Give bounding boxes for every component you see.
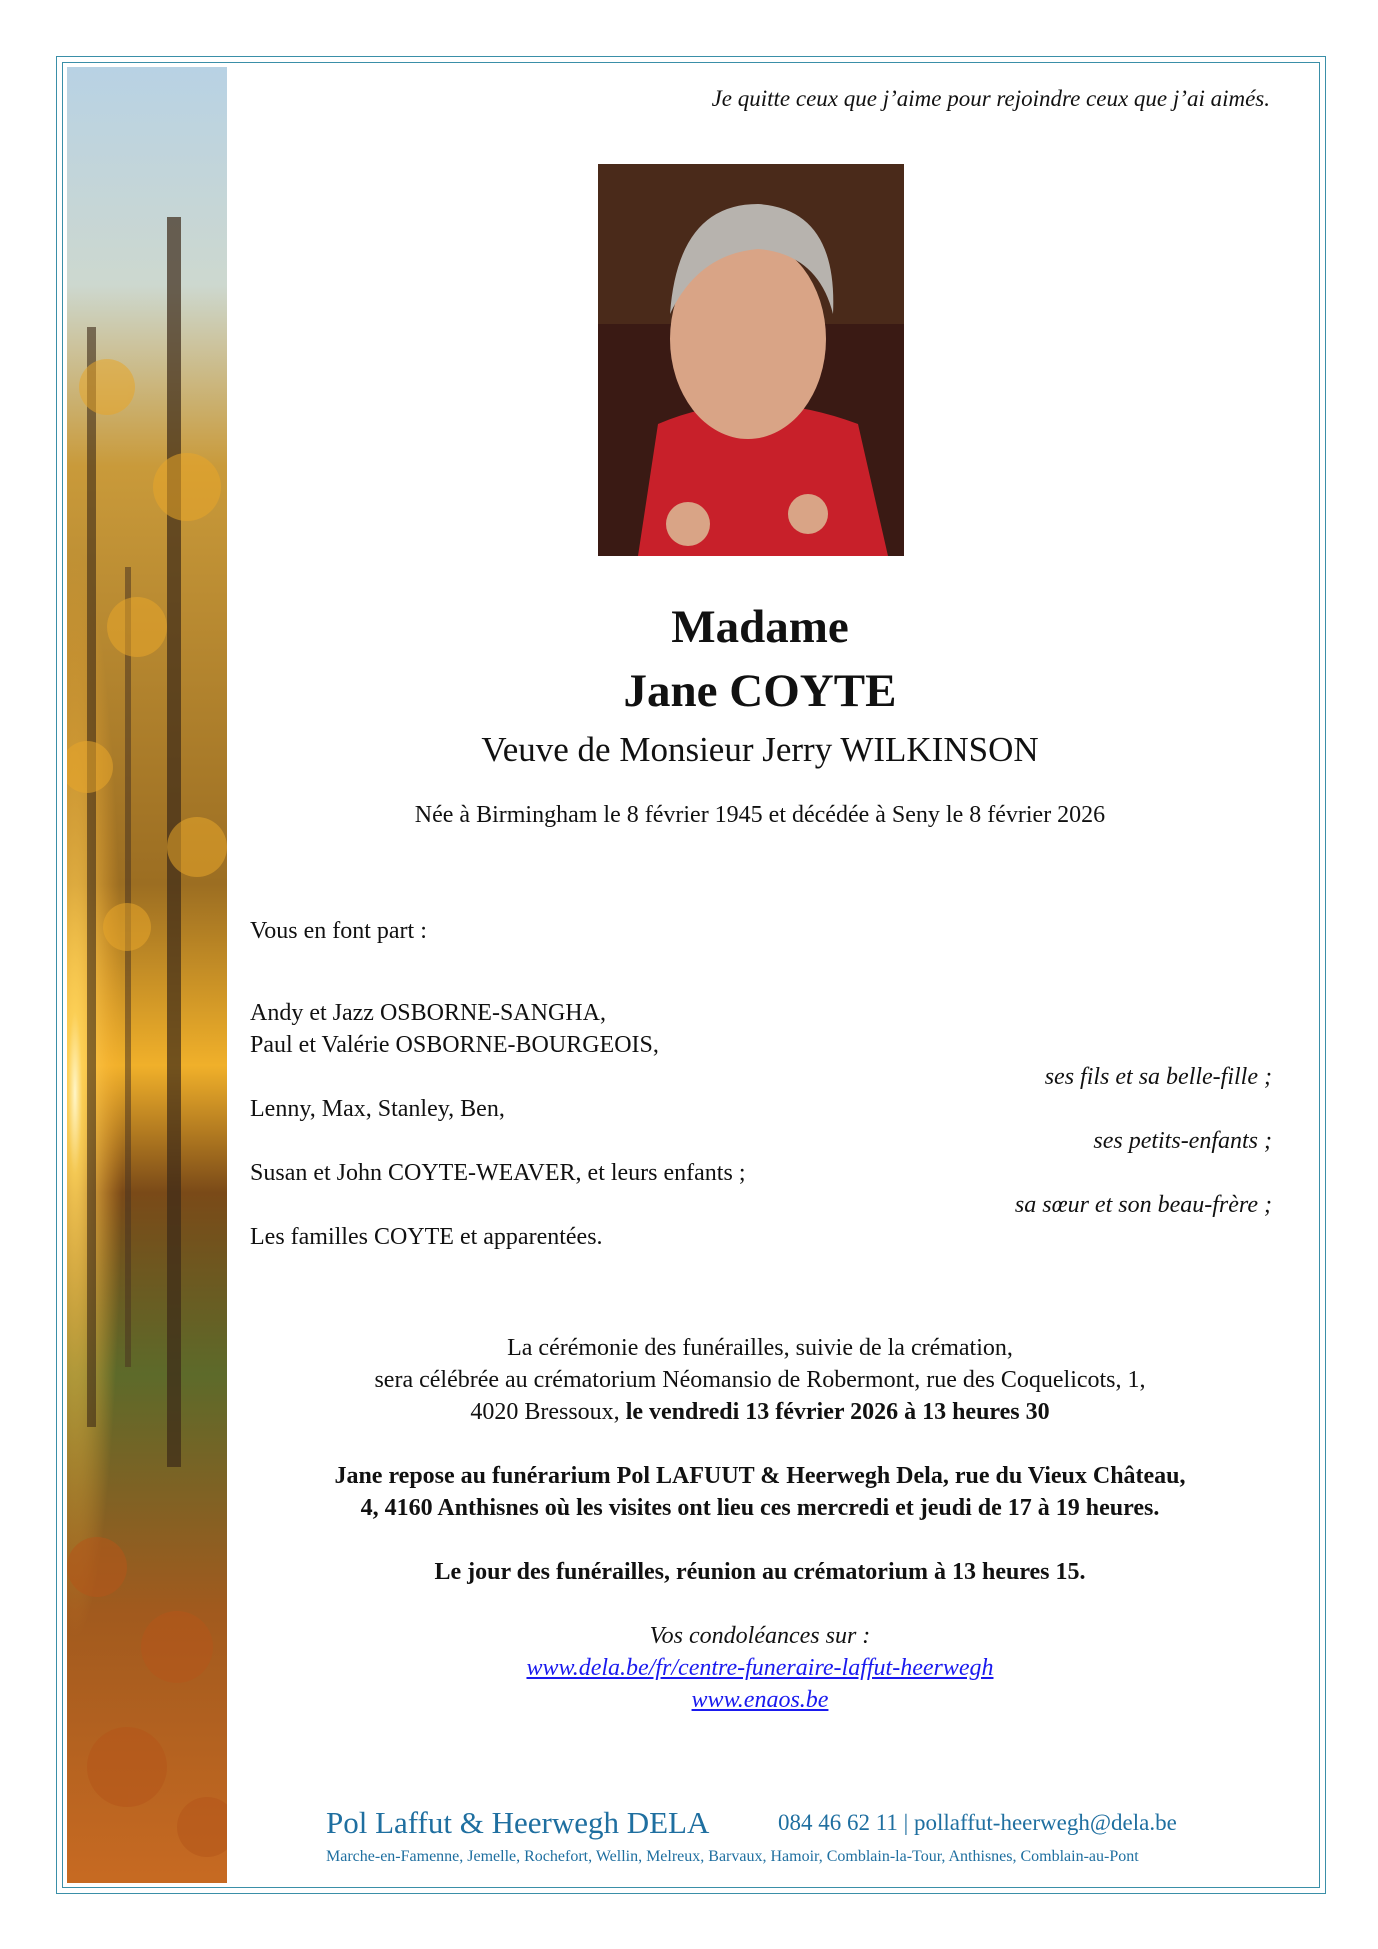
condolences-block: [250, 1620, 1270, 1716]
family-line-5: Les familles COYTE et apparentées.: [250, 1224, 603, 1250]
ceremony-line-2: sera célébrée au crématorium Néomansio de Robermont, rue des Coquelicots, 1,: [374, 1367, 1146, 1393]
portrait-photo: [598, 164, 904, 556]
widow-of-subtitle: Veuve de Monsieur Jerry WILKINSON: [481, 730, 1039, 769]
visitation-line-2: 4, 4160 Anthisnes où les visites ont lieu ces mercredi et jeudi de 17 à 19 heures.: [360, 1495, 1160, 1521]
family-line-2: Paul et Valérie OSBORNE-BOURGEOIS,: [250, 1032, 659, 1058]
funeral-home-brand: Pol Laffut & Heerwegh DELA: [326, 1805, 710, 1840]
autumn-forest-image: [67, 67, 227, 1883]
announcement-intro: Vous en font part :: [250, 918, 427, 944]
ceremony-date: le vendredi 13 février 2026 à 13 heures 30: [625, 1399, 1050, 1425]
family-line-1: Andy et Jazz OSBORNE-SANGHA,: [250, 1000, 606, 1026]
family-line-3: Lenny, Max, Stanley, Ben,: [250, 1096, 505, 1122]
family-role-2: ses petits-enfants ;: [1093, 1128, 1272, 1154]
funeral-home-contact: 084 46 62 11 | pollaffut-heerwegh@dela.be: [778, 1810, 1177, 1835]
epitaph-quote: Je quitte ceux que j’aime pour rejoindre ceux que j’ai aimés.: [711, 86, 1270, 111]
condolences-label: Vos condoléances sur :: [649, 1623, 871, 1649]
ceremony-line-3: [250, 1396, 1270, 1428]
family-line-4: Susan et John COYTE-WEAVER, et leurs enfants ;: [250, 1160, 746, 1186]
ceremony-line-1: La cérémonie des funérailles, suivie de la crémation,: [507, 1335, 1013, 1361]
deceased-name-heading: Jane COYTE: [623, 665, 897, 717]
ceremony-place: 4020 Bressoux,: [470, 1399, 626, 1425]
visitation-line-1: Jane repose au funérarium Pol LAFUUT & Heerwegh Dela, rue du Vieux Château,: [334, 1463, 1186, 1489]
family-role-1: ses fils et sa belle-fille ;: [1044, 1064, 1272, 1090]
dela-condolences-link[interactable]: www.dela.be/fr/centre-funeraire-laffut-heerwegh: [526, 1655, 994, 1681]
birth-death-line: Née à Birmingham le 8 février 1945 et décédée à Seny le 8 février 2026: [414, 802, 1106, 828]
honorific-heading: Madame: [671, 601, 849, 653]
visitation-block: [250, 1460, 1270, 1524]
ceremony-block: [250, 1332, 1270, 1428]
enaos-link[interactable]: www.enaos.be: [691, 1687, 829, 1713]
family-role-3: sa sœur et son beau-frère ;: [1014, 1192, 1272, 1218]
meeting-line: Le jour des funérailles, réunion au crématorium à 13 heures 15.: [434, 1559, 1086, 1585]
funeral-home-locations: Marche-en-Famenne, Jemelle, Rochefort, Wellin, Melreux, Barvaux, Hamoir, Comblain-la-Tour, Anthisnes, Comblain-au-Pont: [326, 1848, 1139, 1865]
